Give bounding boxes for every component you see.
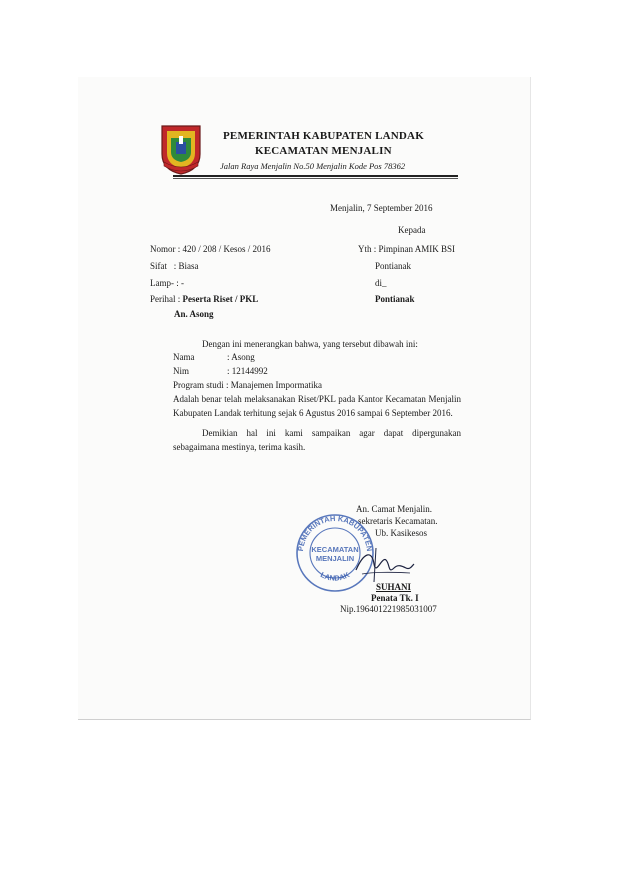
header-subtitle: KECAMATAN MENJALIN bbox=[255, 145, 392, 157]
regency-emblem-icon bbox=[158, 122, 204, 176]
header-title: PEMERINTAH KABUPATEN LANDAK bbox=[223, 130, 424, 142]
prodi: Program studi : Manajemen Impormatika bbox=[173, 380, 322, 390]
nama-label: Nama bbox=[173, 352, 195, 362]
sign-line1: An. Camat Menjalin. bbox=[356, 504, 432, 514]
recipient-dest: Pontianak bbox=[375, 294, 415, 304]
stamp-ring-bottom: LANDAK bbox=[318, 570, 352, 583]
recipient-city: Pontianak bbox=[375, 261, 411, 271]
stamp-center2: MENJALIN bbox=[315, 554, 355, 563]
signer-name: SUHANI bbox=[376, 582, 412, 592]
header-rule bbox=[173, 175, 458, 177]
stamp-ring-top: PEMERINTAH KABUPATEN bbox=[295, 513, 375, 552]
sifat: Sifat : Biasa bbox=[150, 261, 199, 271]
recipient-di: di_ bbox=[375, 278, 387, 288]
perihal-an: An. Asong bbox=[174, 309, 214, 319]
svg-text:LANDAK bbox=[319, 570, 352, 583]
paragraph-riset: Adalah benar telah melaksanakan Riset/PKL pada Kantor Kecamatan Menjalin Kabupaten Landak terhitung sejak 6 Agustus 2016 sampai 6 September 2016. bbox=[173, 394, 461, 418]
nim-value: : 12144992 bbox=[227, 366, 268, 376]
kepada-label: Kepada bbox=[398, 225, 426, 235]
perihal-label: Perihal : bbox=[150, 294, 181, 304]
signer-nip: Nip.196401221985031007 bbox=[340, 604, 437, 614]
recipient-yth: Yth : Pimpinan AMIK BSI bbox=[358, 244, 456, 254]
intro-text: Dengan ini menerangkan bahwa, yang tersebut dibawah ini: bbox=[202, 339, 418, 349]
nim-label: Nim bbox=[173, 366, 190, 376]
sign-line2: sekretaris Kecamatan. bbox=[358, 516, 438, 526]
handwritten-signature bbox=[352, 546, 418, 584]
signer-rank: Penata Tk. I bbox=[371, 593, 419, 603]
perihal-value: Peserta Riset / PKL bbox=[182, 294, 259, 304]
nama-value: : Asong bbox=[227, 352, 255, 362]
nomor: Nomor : 420 / 208 / Kesos / 2016 bbox=[150, 244, 271, 254]
header-address: Jalan Raya Menjalin No.50 Menjalin Kode Pos 78362 bbox=[220, 161, 406, 171]
perihal-row bbox=[150, 294, 258, 304]
lampiran: Lamp- : - bbox=[150, 278, 184, 288]
header-rule-thin bbox=[173, 178, 458, 179]
sign-line3: Ub. Kasikesos bbox=[375, 528, 427, 538]
place-date: Menjalin, 7 September 2016 bbox=[330, 203, 433, 213]
stamp-center1: KECAMATAN bbox=[311, 545, 359, 554]
paragraph-closing: Demikian hal ini kami sampaikan agar dapat dipergunakan sebagaimana mestinya, terima kasih. bbox=[173, 428, 461, 452]
